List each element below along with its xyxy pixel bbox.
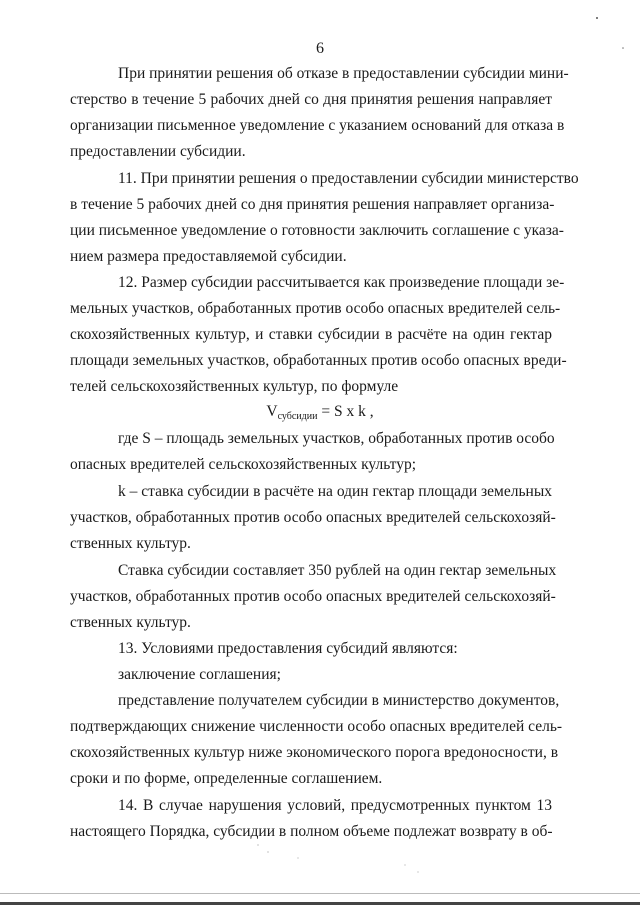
- text-line: скохозяйственных культур ниже экономического порога вредоносности, в: [70, 744, 559, 761]
- text-line: площади земельных участков, обработанных против особо опасных вреди-: [70, 352, 567, 369]
- text-line: ственных культур.: [70, 535, 191, 552]
- text-line: стерство в течение 5 рабочих дней со дня принятия решения направляет: [70, 91, 552, 108]
- formula-subscript: субсидии: [277, 411, 318, 422]
- text-line: опасных вредителей сельскохозяйственных культур;: [70, 456, 417, 473]
- text-line: заключение соглашения;: [118, 666, 281, 683]
- text-line: организации письменное уведомление с указанием оснований для отказа в: [70, 117, 565, 134]
- text-line: скохозяйственных культур, и ставки субсидии в расчёте на один гектар: [70, 326, 552, 343]
- text-line: 14. В случае нарушения условий, предусмотренных пунктом 13: [118, 797, 552, 814]
- text-line: k – ставка субсидии в расчёте на один гектар площади земельных: [118, 483, 552, 500]
- text-line: При принятии решения об отказе в предоставлении субсидии мини-: [118, 65, 569, 82]
- text-line: участков, обработанных против особо опасных вредителей сельскохозяй-: [70, 509, 556, 526]
- scan-edge-line: [0, 893, 640, 894]
- text-line: телей сельскохозяйственных культур, по формуле: [70, 378, 399, 395]
- text-line: где S – площадь земельных участков, обработанных против особо: [118, 430, 555, 447]
- text-line: в течение 5 рабочих дней со дня принятия решения направляет организа-: [70, 196, 555, 213]
- text-line: сроки и по форме, определенные соглашением.: [70, 770, 383, 787]
- text-line: предоставлении субсидии.: [70, 143, 246, 160]
- text-line: ственных культур.: [70, 614, 191, 631]
- text-line: представление получателем субсидии в министерство документов,: [118, 692, 560, 709]
- formula-rest: = S x k ,: [317, 403, 374, 420]
- text-line: подтверждающих снижение численности особо опасных вредителей сель-: [70, 718, 563, 735]
- text-line: мельных участков, обработанных против особо опасных вредителей сель-: [70, 300, 561, 317]
- page-number: 6: [316, 40, 324, 57]
- text-line: участков, обработанных против особо опасных вредителей сельскохозяй-: [70, 588, 556, 605]
- formula-main: V: [266, 403, 278, 420]
- text-line: 11. При принятии решения о предоставлении субсидии министерство: [118, 170, 579, 187]
- text-line: 12. Размер субсидии рассчитывается как произведение площади зе-: [118, 274, 565, 291]
- text-line: 13. Условиями предоставления субсидий являются:: [118, 640, 458, 657]
- text-line: Ставка субсидии составляет 350 рублей на один гектар земельных: [118, 562, 557, 579]
- text-line: настоящего Порядка, субсидии в полном объеме подлежат возврату в об-: [70, 823, 553, 840]
- text-line: ции письменное уведомление о готовности заключить соглашение с указа-: [70, 222, 564, 239]
- text-line: нием размера предоставляемой субсидии.: [70, 248, 347, 265]
